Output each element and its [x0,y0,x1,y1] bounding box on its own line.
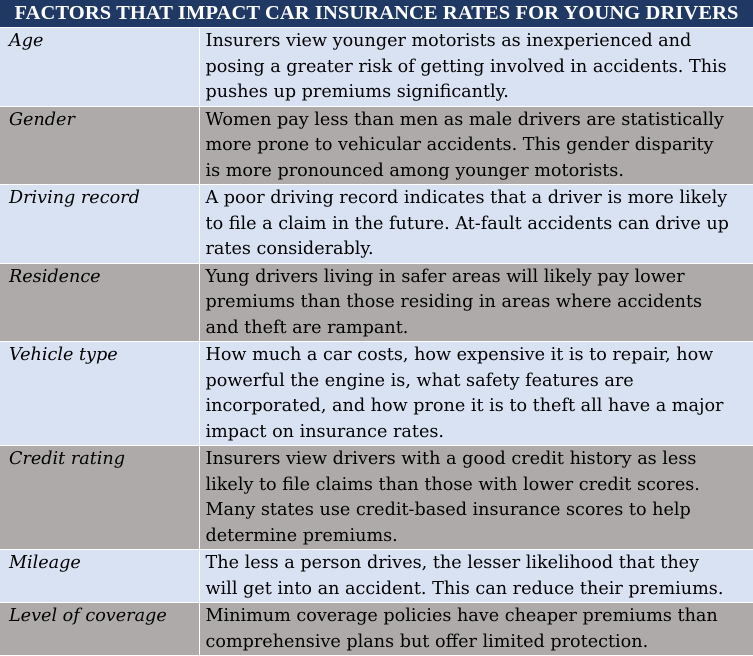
description-line: rates considerably. [205,239,374,259]
description-cell [199,550,753,603]
description-line: premiums than those residing in areas where accidents [205,292,703,312]
description-cell [199,342,753,446]
description-line: likely to file claims than those with lower credit scores. [205,474,700,495]
factor-cell: Age [0,28,199,107]
table-row [0,603,753,656]
description-line: The less a person drives, the lesser likelihood that they [205,553,700,573]
factor-cell: Mileage [0,550,199,603]
description-line: Yung drivers living in safer areas will likely pay lower [205,266,685,287]
description-line: will get into an accident. This can reduce their premiums. [205,578,724,599]
description-cell [199,446,753,550]
factor-cell: Residence [0,263,199,342]
description-line: incorporated, and how prone it is to theft all have a major [205,396,724,416]
description-line: How much a car costs, how expensive it is to repair, how [205,345,714,365]
description-cell [199,263,753,342]
description-line: Women pay less than men as male drivers are statistically [205,109,724,130]
description-cell [199,185,753,264]
description-line: Insurers view drivers with a good credit history as less [205,449,697,469]
table-row [0,28,753,107]
description-line: and theft are rampant. [205,317,409,338]
table-row [0,446,753,550]
description-line: pushes up premiums significantly. [205,82,509,102]
description-cell [199,603,753,656]
factor-cell: Vehicle type [0,342,199,446]
description-line: powerful the engine is, what safety features are [205,370,634,391]
description-line: to file a claim in the future. At-fault accidents can drive up [205,213,729,234]
factor-cell: Gender [0,106,199,185]
table-header-row [0,0,753,28]
description-line: more prone to vehicular accidents. This gender disparity [205,135,714,155]
description-line: comprehensive plans but offer limited protection. [205,631,649,652]
description-cell [199,106,753,185]
description-line: A poor driving record indicates that a driver is more likely [205,188,728,208]
factor-cell: Credit rating [0,446,199,550]
description-line: is more pronounced among younger motorists. [205,160,624,181]
description-line: impact on insurance rates. [205,421,445,442]
description-cell [199,28,753,107]
description-line: Minimum coverage policies have cheaper premiums than [205,606,718,626]
table-title: FACTORS THAT IMPACT CAR INSURANCE RATES FOR YOUNG DRIVERS [0,0,753,28]
table-row [0,263,753,342]
table-row [0,550,753,603]
table-row [0,342,753,446]
table-row [0,185,753,264]
description-line: posing a greater risk of getting involved in accidents. This [205,56,727,77]
factor-cell: Driving record [0,185,199,264]
factor-cell: Level of coverage [0,603,199,656]
description-line: determine premiums. [205,525,398,546]
description-line: Insurers view younger motorists as inexperienced and [205,31,692,51]
table-body [0,28,753,656]
description-line: Many states use credit-based insurance scores to help [205,500,691,520]
table-row [0,106,753,185]
